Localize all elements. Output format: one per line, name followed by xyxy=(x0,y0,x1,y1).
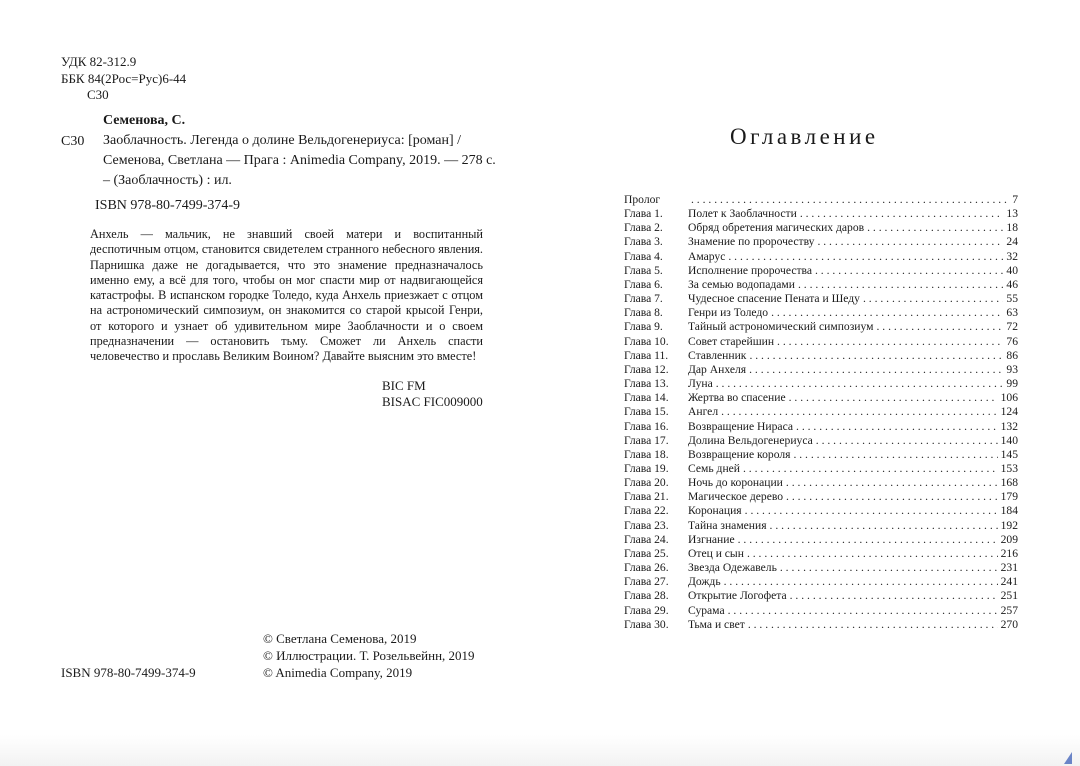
toc-dot-leader xyxy=(863,292,1003,306)
toc-dot-leader xyxy=(743,462,998,476)
toc-dot-leader xyxy=(780,561,998,575)
toc-entry xyxy=(624,363,1018,377)
toc-dot-leader xyxy=(786,490,998,504)
toc-dot-leader xyxy=(876,320,1003,334)
toc-entry-label: Глава 1. xyxy=(624,207,663,221)
toc-entry-title: Отец и сын xyxy=(688,546,744,560)
toc-entry-page: 13 xyxy=(1006,207,1018,221)
toc-entry xyxy=(624,193,1018,207)
toc-entry xyxy=(624,235,1018,249)
copyright-line: © Светлана Семенова, 2019 xyxy=(263,631,417,646)
toc-entry-title: Возвращение короля xyxy=(688,447,791,461)
toc-entry xyxy=(624,207,1018,221)
toc-entry-label: Глава 23. xyxy=(624,518,669,532)
toc-entry-title: Жертва во спасение xyxy=(688,391,786,405)
toc-entry-label: Глава 18. xyxy=(624,447,669,461)
toc-dot-leader xyxy=(800,207,1004,221)
toc-entry xyxy=(624,306,1018,320)
toc-entry xyxy=(624,264,1018,278)
toc-entry-page: 32 xyxy=(1006,249,1018,263)
toc-entry-title: Тайна знамения xyxy=(688,518,767,532)
toc-dot-leader xyxy=(777,335,1003,349)
toc-entry-label: Глава 15. xyxy=(624,405,669,419)
toc-entry-page: 140 xyxy=(1000,433,1018,447)
toc-entry-page: 216 xyxy=(1000,546,1018,560)
toc-entry-label: Глава 20. xyxy=(624,476,669,490)
toc-entry xyxy=(624,561,1018,575)
table-of-contents xyxy=(624,193,1018,632)
toc-entry-title: Магическое дерево xyxy=(688,490,784,504)
toc-entry xyxy=(624,618,1018,632)
toc-entry xyxy=(624,434,1018,448)
toc-entry xyxy=(624,589,1018,603)
bbk-code: ББК 84(2Рос=Рус)6-44 xyxy=(61,71,187,86)
toc-entry-title: Полет к Заоблачности xyxy=(688,207,797,221)
toc-entry-label: Глава 9. xyxy=(624,320,663,334)
toc-dot-leader xyxy=(728,250,1003,264)
toc-dot-leader xyxy=(749,363,1003,377)
toc-entry-title: Ночь до коронации xyxy=(688,476,783,490)
toc-entry-page: 18 xyxy=(1006,221,1018,235)
toc-heading: Оглавление xyxy=(730,124,879,149)
toc-entry-page: 231 xyxy=(1000,561,1018,575)
toc-dot-leader xyxy=(789,391,998,405)
toc-dot-leader xyxy=(749,349,1003,363)
toc-entry xyxy=(624,476,1018,490)
toc-entry-label: Глава 8. xyxy=(624,306,663,320)
toc-entry-title: Открытие Логофета xyxy=(688,589,787,603)
toc-entry-title: Генри из Толедо xyxy=(688,306,769,320)
toc-dot-leader xyxy=(748,618,998,632)
toc-entry xyxy=(624,420,1018,434)
page-bottom-shadow xyxy=(0,735,1080,766)
toc-entry-label: Глава 17. xyxy=(624,433,669,447)
toc-entry xyxy=(624,377,1018,391)
author-mark-top: С30 xyxy=(87,87,109,102)
toc-dot-leader xyxy=(771,306,1003,320)
toc-entry-label: Глава 13. xyxy=(624,377,669,391)
toc-entry-label: Глава 4. xyxy=(624,249,663,263)
toc-dot-leader xyxy=(798,278,1003,292)
toc-entry-page: 63 xyxy=(1006,306,1018,320)
toc-entry-title: Чудесное спасение Пената и Шеду xyxy=(688,292,860,306)
isbn-bottom: ISBN 978-80-7499-374-9 xyxy=(61,665,196,680)
toc-entry-title: Возвращение Нираса xyxy=(688,419,794,433)
toc-dot-leader xyxy=(786,476,998,490)
toc-entry xyxy=(624,349,1018,363)
toc-entry xyxy=(624,462,1018,476)
toc-entry-label: Глава 29. xyxy=(624,603,669,617)
toc-dot-leader xyxy=(728,604,998,618)
toc-entry-title: Тьма и свет xyxy=(688,617,745,631)
toc-entry-title: Ангел xyxy=(688,405,719,419)
toc-entry-page: 24 xyxy=(1006,235,1018,249)
toc-entry xyxy=(624,250,1018,264)
toc-entry-title: Дождь xyxy=(688,575,721,589)
toc-entry-page: 251 xyxy=(1000,589,1018,603)
toc-entry-page: 209 xyxy=(1000,532,1018,546)
toc-entry-title: Дар Анхеля xyxy=(688,362,747,376)
toc-entry-page: 76 xyxy=(1006,334,1018,348)
author-mark-side: С30 xyxy=(61,134,85,149)
toc-entry xyxy=(624,278,1018,292)
toc-entry-page: 132 xyxy=(1000,419,1018,433)
toc-entry-page: 93 xyxy=(1006,362,1018,376)
annotation: Анхель — мальчик, не знавший своей матери и воспитанный деспотичным отцом, становится свидетелем странного небесного явления. Парнишка даже не догадывается, что это знамение предназначалось именно ему, а всё для того, чтобы он мог спасти мир от надвигающейся катастрофы. В испанском городке Толедо, куда Анхель приезжает с отцом на астрономический симпозиум, он знакомится со старой крысой Генри, от которого и узнает об удивительном мире Заоблачности и о своем предназначении — остановить тьму. Сможет ли Анхель спасти человечество и прославь Великим Воином? Давайте выясним это вместе! xyxy=(90,227,483,364)
bibliographic-description: Заоблачность. Легенда о долине Вельдогенериуса: [роман] / Семенова, Светлана — Прага : Animedia Company, 2019. — 278 с. – (Заоблачность) : ил. xyxy=(103,133,496,188)
toc-entry xyxy=(624,221,1018,235)
toc-dot-leader xyxy=(738,533,998,547)
toc-entry xyxy=(624,519,1018,533)
toc-dot-leader xyxy=(817,235,1003,249)
toc-entry xyxy=(624,547,1018,561)
toc-entry-page: 86 xyxy=(1006,348,1018,362)
toc-entry xyxy=(624,391,1018,405)
toc-entry xyxy=(624,604,1018,618)
toc-entry-label: Глава 5. xyxy=(624,263,663,277)
toc-entry-page: 55 xyxy=(1006,292,1018,306)
toc-dot-leader xyxy=(815,264,1003,278)
toc-entry xyxy=(624,335,1018,349)
toc-entry-label: Глава 16. xyxy=(624,419,669,433)
toc-entry-label: Глава 7. xyxy=(624,292,663,306)
toc-dot-leader xyxy=(796,420,998,434)
toc-entry xyxy=(624,405,1018,419)
toc-entry-label: Глава 30. xyxy=(624,617,669,631)
toc-entry-page: 99 xyxy=(1006,377,1018,391)
toc-entry xyxy=(624,320,1018,334)
toc-entry-label: Глава 22. xyxy=(624,504,669,518)
toc-entry-page: 192 xyxy=(1000,518,1018,532)
isbn-top: ISBN 978-80-7499-374-9 xyxy=(95,198,241,213)
toc-dot-leader xyxy=(793,448,997,462)
toc-entry xyxy=(624,292,1018,306)
toc-entry-label: Глава 27. xyxy=(624,575,669,589)
toc-entry-page: 179 xyxy=(1000,490,1018,504)
toc-entry-title: Семь дней xyxy=(688,461,740,475)
toc-entry-title: Ставленник xyxy=(688,348,747,362)
copyright-line: © Иллюстрации. Т. Розельвейнн, 2019 xyxy=(263,648,475,663)
toc-entry-page: 270 xyxy=(1000,617,1018,631)
toc-entry-page: 257 xyxy=(1000,603,1018,617)
toc-dot-leader xyxy=(770,519,998,533)
toc-dot-leader xyxy=(747,547,998,561)
toc-dot-leader xyxy=(790,589,998,603)
toc-entry-page: 153 xyxy=(1000,461,1018,475)
toc-entry-label: Глава 11. xyxy=(624,348,669,362)
toc-entry-label: Глава 10. xyxy=(624,334,669,348)
toc-dot-leader xyxy=(691,193,1009,207)
toc-entry-title: Амарус xyxy=(688,249,726,263)
author-name: Семенова, С. xyxy=(103,113,186,128)
toc-entry-page: 7 xyxy=(1012,193,1018,206)
toc-dot-leader xyxy=(867,221,1003,235)
toc-entry xyxy=(624,575,1018,589)
toc-dot-leader xyxy=(716,377,1004,391)
toc-entry-title: Совет старейшин xyxy=(688,334,775,348)
toc-entry-label: Глава 3. xyxy=(624,235,663,249)
toc-entry-title: Обряд обретения магических даров xyxy=(688,221,865,235)
bisac-code: BISAC FIC009000 xyxy=(382,394,483,409)
toc-entry-label: Глава 6. xyxy=(624,277,663,291)
toc-entry-page: 72 xyxy=(1006,320,1018,334)
toc-entry-label: Глава 2. xyxy=(624,221,663,235)
toc-entry-label: Пролог xyxy=(624,193,661,206)
toc-entry-title: Коронация xyxy=(688,504,742,518)
toc-entry xyxy=(624,448,1018,462)
toc-entry-title: Изгнание xyxy=(688,532,735,546)
toc-entry-page: 46 xyxy=(1006,277,1018,291)
toc-dot-leader xyxy=(745,504,998,518)
toc-entry-page: 124 xyxy=(1000,405,1018,419)
toc-entry-label: Глава 21. xyxy=(624,490,669,504)
toc-entry xyxy=(624,533,1018,547)
toc-entry-title: Звезда Одежавель xyxy=(688,561,777,575)
toc-entry-page: 241 xyxy=(1000,575,1018,589)
udk-code: УДК 82-312.9 xyxy=(61,54,137,69)
toc-entry-title: Долина Вельдогенериуса xyxy=(688,433,813,447)
toc-entry xyxy=(624,490,1018,504)
toc-entry-page: 168 xyxy=(1000,476,1018,490)
toc-entry-label: Глава 24. xyxy=(624,532,669,546)
toc-entry-title: Сурама xyxy=(688,603,725,617)
toc-entry-page: 184 xyxy=(1000,504,1018,518)
toc-entry-page: 40 xyxy=(1006,263,1018,277)
toc-entry-title: Луна xyxy=(688,377,713,391)
toc-entry xyxy=(624,504,1018,518)
toc-entry-title: Знамение по пророчеству xyxy=(688,235,815,249)
toc-dot-leader xyxy=(721,405,997,419)
toc-entry-title: За семью водопадами xyxy=(688,277,795,291)
toc-entry-label: Глава 12. xyxy=(624,362,669,376)
bic-code: BIC FM xyxy=(382,378,426,393)
toc-entry-page: 145 xyxy=(1000,447,1018,461)
toc-entry-label: Глава 14. xyxy=(624,391,669,405)
toc-entry-label: Глава 19. xyxy=(624,461,669,475)
corner-marker-icon xyxy=(1064,752,1072,764)
toc-entry-label: Глава 25. xyxy=(624,546,669,560)
copyright-line: © Animedia Company, 2019 xyxy=(263,665,413,680)
toc-entry-page: 106 xyxy=(1000,391,1018,405)
toc-entry-title: Исполнение пророчества xyxy=(688,263,812,277)
toc-dot-leader xyxy=(816,434,998,448)
toc-entry-label: Глава 28. xyxy=(624,589,669,603)
toc-dot-leader xyxy=(724,575,998,589)
toc-entry-label: Глава 26. xyxy=(624,561,669,575)
toc-entry-title: Тайный астрономический симпозиум xyxy=(688,320,874,334)
